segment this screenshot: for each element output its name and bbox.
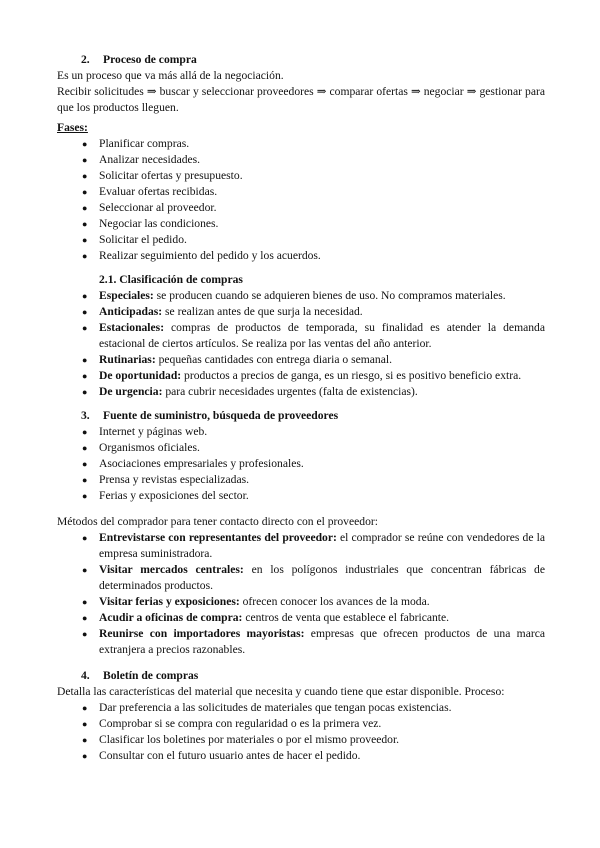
list-item: ● Reunirse con importadores mayoristas: empresas que ofrecen productos de una marca extranjera a precios razonables. <box>57 626 545 658</box>
list-item: ● Analizar necesidades. <box>57 152 545 168</box>
list-item: ● Estacionales: compras de productos de temporada, su finalidad es atender la demanda estacional de ciertos artículos. Se realiza por las ventas del año anterior. <box>57 320 545 352</box>
list-item: ● Evaluar ofertas recibidas. <box>57 184 545 200</box>
list-item: ● Solicitar ofertas y presupuesto. <box>57 168 545 184</box>
list-item: ● De oportunidad: productos a precios de ganga, es un riesgo, si es positivo beneficio extra. <box>57 368 545 384</box>
paragraph: Es un proceso que va más allá de la negociación. <box>57 69 284 82</box>
list-item: ● Asociaciones empresariales y profesionales. <box>57 456 545 472</box>
bullet-list <box>57 700 545 764</box>
spacer <box>57 658 545 668</box>
document-page <box>57 52 545 764</box>
list-item: ● Rutinarias: pequeñas cantidades con entrega diaria o semanal. <box>57 352 545 368</box>
list-item: ● Especiales: se producen cuando se adquieren bienes de uso. No compramos materiales. <box>57 288 545 304</box>
list-item: ● Realizar seguimiento del pedido y los acuerdos. <box>57 248 545 264</box>
spacer <box>57 400 545 408</box>
list-item: ● Dar preferencia a las solicitudes de materiales que tengan pocas existencias. <box>57 700 545 716</box>
list-item: ● Planificar compras. <box>57 136 545 152</box>
list-item: ● Anticipadas: se realizan antes de que surja la necesidad. <box>57 304 545 320</box>
list-item: ● Organismos oficiales. <box>57 440 545 456</box>
list-item: ● Seleccionar al proveedor. <box>57 200 545 216</box>
paragraph: Detalla las características del material que necesita y cuando tiene que estar disponible. Proceso: <box>57 685 505 698</box>
list-item: ● Internet y páginas web. <box>57 424 545 440</box>
section-heading: 3. Fuente de suministro, búsqueda de proveedores <box>81 409 339 422</box>
list-item: ● Entrevistarse con representantes del proveedor: el comprador se reúne con vendedores de la empresa suministradora. <box>57 530 545 562</box>
list-item: ● Acudir a oficinas de compra: centros de venta que establece el fabricante. <box>57 610 545 626</box>
section-heading: 4. Boletín de compras <box>81 669 199 682</box>
list-item: ● Prensa y revistas especializadas. <box>57 472 545 488</box>
list-item: ● Consultar con el futuro usuario antes de hacer el pedido. <box>57 748 545 764</box>
list-item: ● Visitar mercados centrales: en los polígonos industriales que concentran fábricas de determinados productos. <box>57 562 545 594</box>
section-heading: 2. Proceso de compra <box>81 53 197 66</box>
list-item: ● Visitar ferias y exposiciones: ofrecen conocer los avances de la moda. <box>57 594 545 610</box>
list-item: ● Clasificar los boletines por materiales o por el mismo proveedor. <box>57 732 545 748</box>
bullet-list <box>57 530 545 658</box>
spacer <box>57 504 545 514</box>
list-item: ● De urgencia: para cubrir necesidades urgentes (falta de existencias). <box>57 384 545 400</box>
bullet-list <box>57 424 545 504</box>
section-heading: 2.1. Clasificación de compras <box>99 273 243 286</box>
list-item: ● Ferias y exposiciones del sector. <box>57 488 545 504</box>
bullet-list <box>57 136 545 264</box>
paragraph: Recibir solicitudes ⇒ buscar y seleccionar proveedores ⇒ comparar ofertas ⇒ negociar ⇒ gestionar para que los productos lleguen. <box>57 85 545 114</box>
paragraph: Métodos del comprador para tener contacto directo con el proveedor: <box>57 515 378 528</box>
bullet-list <box>57 288 545 400</box>
list-item: ● Solicitar el pedido. <box>57 232 545 248</box>
subheading: Fases: <box>57 121 88 134</box>
list-item: ● Negociar las condiciones. <box>57 216 545 232</box>
list-item: ● Comprobar si se compra con regularidad o es la primera vez. <box>57 716 545 732</box>
